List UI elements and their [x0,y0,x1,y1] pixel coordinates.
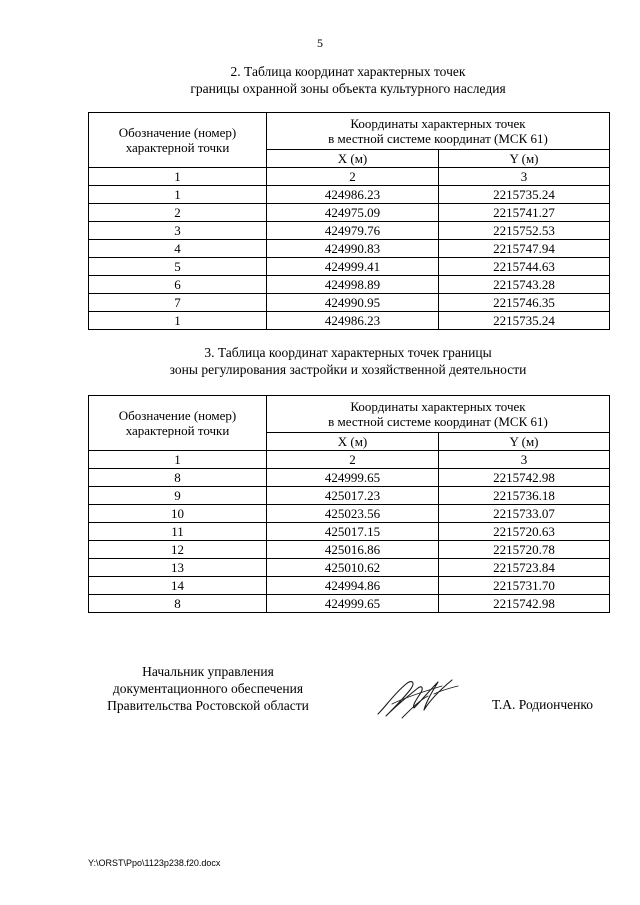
header-coords-line-1: Координаты характерных точек [350,399,526,414]
table3-coordinates [88,395,610,613]
header-point-line-1: Обозначение (номер) [118,125,237,140]
table2-caption [88,63,608,97]
table-row [89,294,610,312]
cell-x: 425023.56 [267,505,439,523]
signatory-title-line: Правительства Ростовской области [107,698,309,713]
file-path: Y:\ORST\Ppo\1123p238.f20.docx [88,858,221,868]
table2-caption-line-2: границы охранной зоны объекта культурного наследия [190,81,506,96]
table3-caption-line-1: 3. Таблица координат характерных точек границы [204,345,492,360]
header-x: X (м) [267,433,439,451]
header-coords-line-2: в местной системе координат (МСК 61) [328,131,548,146]
header-coords-line-1: Координаты характерных точек [350,116,526,131]
cell-y: 2215743.28 [439,276,610,294]
cell-y: 2215742.98 [439,595,610,613]
cell-y: 2215752.53 [439,222,610,240]
cell-y: 2215741.27 [439,204,610,222]
cell-y: 2215746.35 [439,294,610,312]
table-row [89,204,610,222]
header-point-designation [89,396,267,451]
cell-y: 2215731.70 [439,577,610,595]
table-row [89,595,610,613]
column-number: 2 [267,168,439,186]
cell-y: 2215720.63 [439,523,610,541]
table-row [89,276,610,294]
cell-x: 424979.76 [267,222,439,240]
cell-y: 2215735.24 [439,186,610,204]
cell-x: 425016.86 [267,541,439,559]
header-y: Y (м) [439,150,610,168]
cell-y: 2215723.84 [439,559,610,577]
table2-caption-line-1: 2. Таблица координат характерных точек [230,64,466,79]
table-row [89,240,610,258]
cell-x: 424999.41 [267,258,439,276]
signatory-name: Т.А. Родионченко [492,697,593,712]
signatory-title [88,663,328,714]
table-row [89,577,610,595]
cell-point: 3 [89,222,267,240]
cell-point: 1 [89,312,267,330]
column-number: 1 [89,168,267,186]
cell-point: 9 [89,487,267,505]
column-number: 3 [439,168,610,186]
cell-point: 11 [89,523,267,541]
cell-point: 2 [89,204,267,222]
cell-x: 424975.09 [267,204,439,222]
cell-x: 425017.23 [267,487,439,505]
page-number: 5 [317,36,323,50]
cell-x: 425010.62 [267,559,439,577]
header-coordinates [267,396,610,433]
cell-point: 1 [89,186,267,204]
table-row [89,523,610,541]
cell-x: 424999.65 [267,595,439,613]
cell-x: 424986.23 [267,312,439,330]
table-row [89,258,610,276]
cell-point: 7 [89,294,267,312]
signatory-title-line: документационного обеспечения [112,681,304,696]
column-number: 3 [439,451,610,469]
header-point-line-2: характерной точки [125,423,230,438]
cell-x: 424999.65 [267,469,439,487]
table-row [89,559,610,577]
cell-point: 14 [89,577,267,595]
cell-point: 5 [89,258,267,276]
cell-y: 2215742.98 [439,469,610,487]
table-row [89,541,610,559]
cell-point: 6 [89,276,267,294]
signatory-title-line: Начальник управления [142,664,274,679]
cell-y: 2215744.63 [439,258,610,276]
table-row [89,312,610,330]
cell-point: 8 [89,595,267,613]
header-coordinates [267,113,610,150]
column-number-row [89,168,610,186]
header-coords-line-2: в местной системе координат (МСК 61) [328,414,548,429]
table3-caption-line-2: зоны регулирования застройки и хозяйственной деятельности [169,362,527,377]
cell-x: 424998.89 [267,276,439,294]
cell-x: 424994.86 [267,577,439,595]
cell-y: 2215733.07 [439,505,610,523]
cell-point: 12 [89,541,267,559]
cell-point: 4 [89,240,267,258]
table3-caption [88,344,608,378]
column-number-row [89,451,610,469]
cell-x: 424990.83 [267,240,439,258]
cell-y: 2215747.94 [439,240,610,258]
table-row [89,505,610,523]
cell-x: 425017.15 [267,523,439,541]
header-point-line-2: характерной точки [125,140,230,155]
cell-y: 2215735.24 [439,312,610,330]
header-point-designation [89,113,267,168]
cell-y: 2215720.78 [439,541,610,559]
table-row [89,186,610,204]
table-row [89,222,610,240]
cell-point: 13 [89,559,267,577]
table-row [89,487,610,505]
cell-y: 2215736.18 [439,487,610,505]
header-point-line-1: Обозначение (номер) [118,408,237,423]
cell-point: 8 [89,469,267,487]
table-row [89,469,610,487]
header-y: Y (м) [439,433,610,451]
cell-x: 424990.95 [267,294,439,312]
column-number: 1 [89,451,267,469]
handwritten-signature [372,666,472,726]
table2-coordinates [88,112,610,330]
cell-x: 424986.23 [267,186,439,204]
cell-point: 10 [89,505,267,523]
column-number: 2 [267,451,439,469]
header-x: X (м) [267,150,439,168]
